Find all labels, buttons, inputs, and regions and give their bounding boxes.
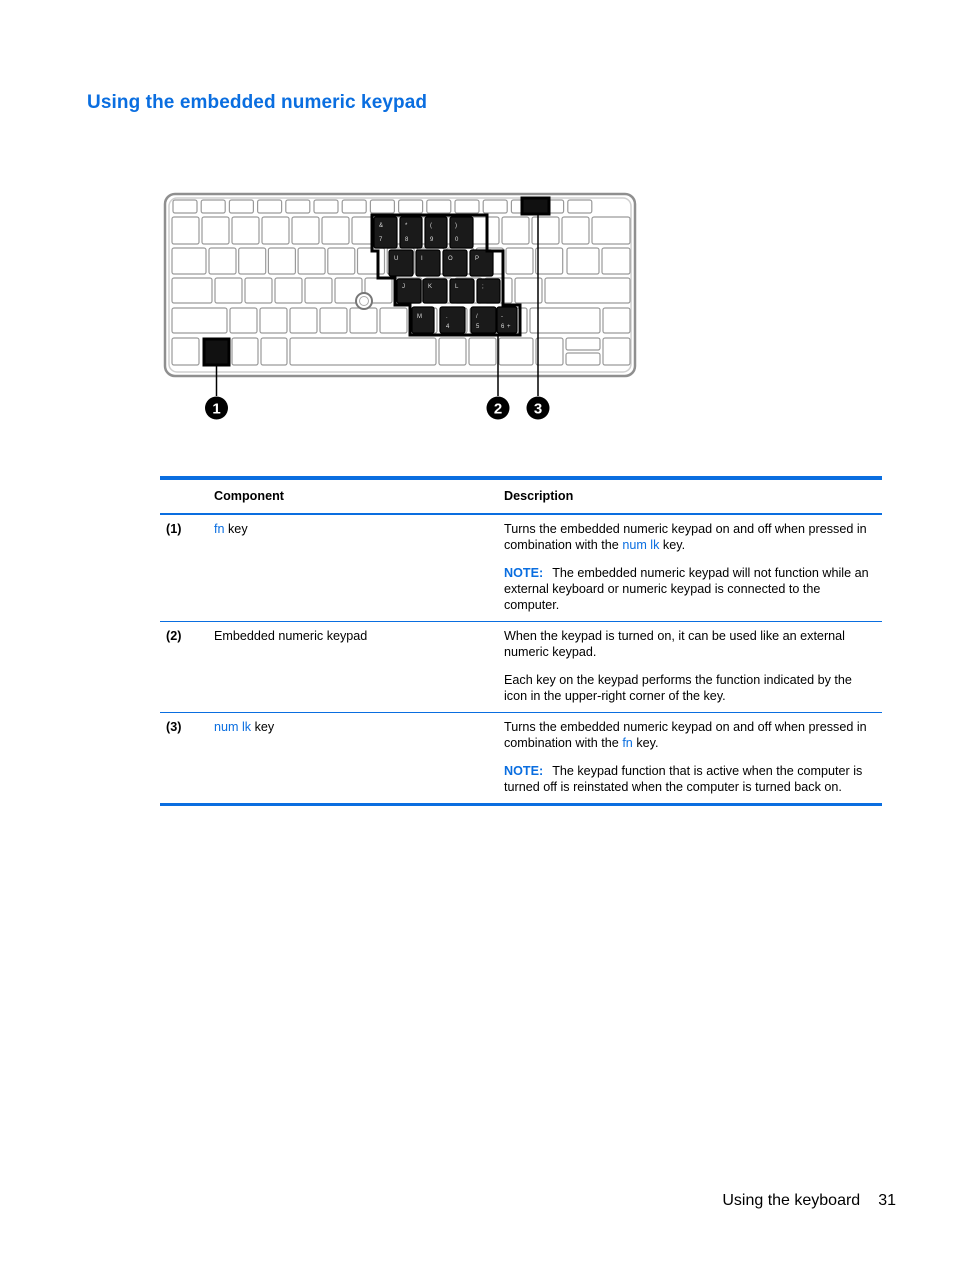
description-text: When the keypad is turned on, it can be used like an external numeric keypad. <box>504 629 845 659</box>
component-cell: Embedded numeric keypad <box>208 622 498 713</box>
key <box>471 307 496 333</box>
key <box>245 278 272 303</box>
num-lk-link[interactable]: num lk <box>622 538 660 552</box>
key <box>275 278 302 303</box>
key <box>374 217 397 248</box>
key <box>172 278 212 303</box>
description-text: Turns the embedded numeric keypad on and off when pressed in combination with the num lk key. <box>504 522 867 552</box>
key-glyph: M <box>417 314 422 320</box>
svg-text:2: 2 <box>493 400 503 418</box>
key <box>545 278 630 303</box>
description-cell <box>498 622 882 713</box>
key <box>260 308 287 333</box>
note-label: NOTE: <box>504 764 544 778</box>
key <box>370 200 394 213</box>
key <box>567 248 599 274</box>
key <box>566 353 600 365</box>
key <box>400 217 422 248</box>
key <box>502 217 529 244</box>
key <box>566 338 600 350</box>
key <box>483 200 507 213</box>
key-glyph: L <box>455 284 459 290</box>
key <box>380 308 407 333</box>
key-glyph: 6 <box>501 324 505 330</box>
key <box>416 250 440 276</box>
key-glyph: 0 <box>455 237 459 243</box>
table-row <box>160 514 882 622</box>
key <box>262 217 289 244</box>
key <box>322 217 349 244</box>
key <box>562 217 589 244</box>
key <box>261 338 287 365</box>
key <box>389 250 413 276</box>
key <box>215 278 242 303</box>
key-glyph: ) <box>455 223 457 229</box>
key-glyph: 8 <box>405 237 409 243</box>
key <box>450 217 473 248</box>
num-lk-link[interactable]: num lk <box>214 720 252 734</box>
header-component: Component <box>208 480 498 514</box>
key <box>172 248 206 274</box>
table-header-row <box>160 480 882 514</box>
key-glyph: 4 <box>446 324 450 330</box>
row-number: (2) <box>160 622 208 713</box>
key <box>530 308 600 333</box>
component-cell: num lk key <box>208 713 498 805</box>
key-glyph: P <box>475 256 480 262</box>
key <box>536 338 563 365</box>
key <box>443 250 467 276</box>
key <box>328 248 355 274</box>
description-text: Turns the embedded numeric keypad on and off when pressed in combination with the fn key. <box>504 720 867 750</box>
page-number: 31 <box>878 1192 896 1209</box>
key <box>172 217 199 244</box>
key-glyph: I <box>421 256 423 262</box>
pointing-stick <box>356 293 372 309</box>
key <box>320 308 347 333</box>
description-text: Each key on the keypad performs the function indicated by the icon in the upper-right corner of the key. <box>504 673 852 703</box>
note: NOTE: The keypad function that is active when the computer is turned off is reinstated when the computer is turned back on. <box>504 764 863 794</box>
key <box>568 200 592 213</box>
row-number: (1) <box>166 522 182 536</box>
key <box>229 200 253 213</box>
key <box>469 338 496 365</box>
key <box>305 278 332 303</box>
key-glyph: & <box>379 223 384 229</box>
note: NOTE: The embedded numeric keypad will not function while an external keyboard or numeric keypad is connected to the computer. <box>504 566 869 612</box>
key-glyph: . <box>446 314 448 320</box>
key-glyph: J <box>402 284 405 290</box>
page-footer <box>722 1192 896 1210</box>
header-number <box>160 480 208 514</box>
key <box>603 308 630 333</box>
key <box>314 200 338 213</box>
key <box>350 308 377 333</box>
key-glyph: 5 <box>476 324 480 330</box>
key <box>172 338 199 365</box>
key-glyph: 9 <box>430 237 434 243</box>
key <box>536 248 563 274</box>
key-glyph: + <box>507 324 511 330</box>
callout-3 <box>527 397 550 420</box>
key-glyph: ( <box>430 223 432 229</box>
key <box>412 307 434 333</box>
fn-link[interactable]: fn <box>622 736 633 750</box>
key <box>455 200 479 213</box>
svg-text:3: 3 <box>533 400 543 418</box>
key <box>232 217 259 244</box>
key <box>230 308 257 333</box>
key-glyph: U <box>394 256 399 262</box>
keyboard-illustration <box>160 188 640 423</box>
component-table <box>160 476 882 806</box>
key-glyph: K <box>428 284 433 290</box>
callout-2 <box>487 397 510 420</box>
key <box>425 217 447 248</box>
fn-link[interactable]: fn <box>214 522 225 536</box>
callout-1 <box>205 397 228 420</box>
key <box>427 200 451 213</box>
key <box>592 217 630 244</box>
component-cell: fn key <box>214 522 248 536</box>
footer-section-title: Using the keyboard <box>722 1192 861 1209</box>
key <box>268 248 295 274</box>
description-cell <box>498 713 882 805</box>
key-glyph: - <box>501 314 503 320</box>
key <box>477 279 500 303</box>
note-label: NOTE: <box>504 566 544 580</box>
key <box>290 338 436 365</box>
key <box>603 338 630 365</box>
page-title: Using the embedded numeric keypad <box>87 92 428 113</box>
key <box>202 217 229 244</box>
key <box>258 200 282 213</box>
key <box>506 248 533 274</box>
key-glyph: / <box>476 314 478 320</box>
key <box>201 200 225 213</box>
table-row <box>160 713 882 805</box>
key-glyph: 7 <box>379 237 383 243</box>
key <box>440 307 465 333</box>
key <box>532 217 559 244</box>
key <box>342 200 366 213</box>
key <box>290 308 317 333</box>
key <box>286 200 310 213</box>
key <box>204 339 229 365</box>
key-glyph: ; <box>482 284 484 290</box>
key <box>522 198 549 214</box>
description-cell <box>498 514 882 622</box>
key-glyph: O <box>448 256 453 262</box>
key <box>239 248 266 274</box>
svg-text:1: 1 <box>212 400 221 418</box>
key <box>173 200 197 213</box>
header-description: Description <box>498 480 882 514</box>
key <box>298 248 325 274</box>
key <box>499 338 533 365</box>
key <box>439 338 466 365</box>
key <box>292 217 319 244</box>
key <box>397 279 421 303</box>
key <box>602 248 630 274</box>
key <box>450 279 474 303</box>
key <box>470 250 493 276</box>
table-row <box>160 622 882 713</box>
row-number: (3) <box>160 713 208 805</box>
key <box>423 279 447 303</box>
key-glyph: * <box>405 223 408 229</box>
key <box>209 248 236 274</box>
key <box>172 308 227 333</box>
key <box>399 200 423 213</box>
key <box>232 338 258 365</box>
